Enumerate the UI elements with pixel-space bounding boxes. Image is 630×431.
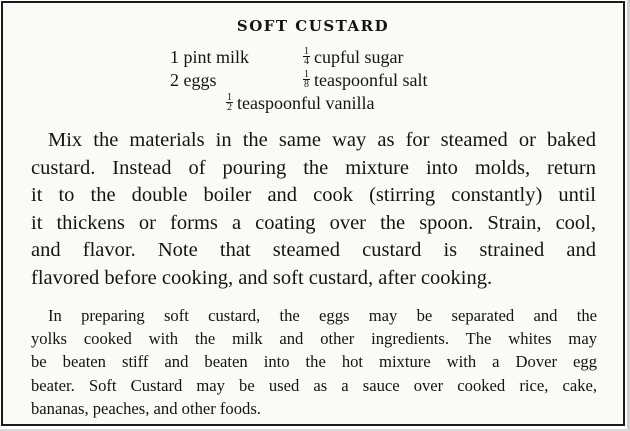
salt-fraction: $\frac{1}{8}$ (304, 69, 309, 91)
instructions-line: it thickens or forms a coating over the spoon. Strain, cool, (31, 211, 596, 234)
ingredient-vanilla (226, 92, 374, 115)
recipe-page (1, 1, 625, 426)
sugar-label: cupful sugar (314, 47, 404, 67)
note-line: beater. Soft Custard may be used as a sauce over cooked rice, cake, (31, 375, 597, 395)
instructions-line: flavored before cooking, and soft custard, after cooking. (31, 266, 493, 289)
instructions-line: and flavor. Note that steamed custard is strained and (31, 239, 596, 262)
instructions-line: it to the double boiler and cook (stirring constantly) until (31, 184, 596, 207)
salt-label: teaspoonful salt (314, 70, 428, 90)
instructions-line: custard. Instead of pouring the mixture into molds, return (31, 156, 596, 179)
vanilla-label: teaspoonful vanilla (237, 93, 375, 113)
instructions-paragraph (31, 127, 596, 293)
ingredient-sugar (303, 46, 403, 69)
ingredient-eggs: 2 eggs (170, 70, 217, 90)
ingredient-milk: 1 pint milk (170, 47, 250, 67)
note-line: bananas, peaches, and other foods. (31, 398, 261, 418)
instructions-line: Mix the materials in the same way as for steamed or baked (48, 129, 596, 151)
recipe-title: SOFT CUSTARD (236, 17, 390, 35)
note-line: In preparing soft custard, the eggs may be separated and the (48, 306, 597, 325)
note-line: yolks cooked with the milk and other ingredients. The whites may (31, 329, 597, 349)
note-paragraph (31, 304, 597, 420)
vanilla-fraction: $\frac{1}{2}$ (227, 92, 232, 114)
note-line: be beaten stiff and beaten into the hot mixture with a Dover egg (31, 352, 597, 372)
ingredient-salt (303, 69, 427, 92)
sugar-fraction: $\frac{1}{4}$ (304, 46, 309, 68)
